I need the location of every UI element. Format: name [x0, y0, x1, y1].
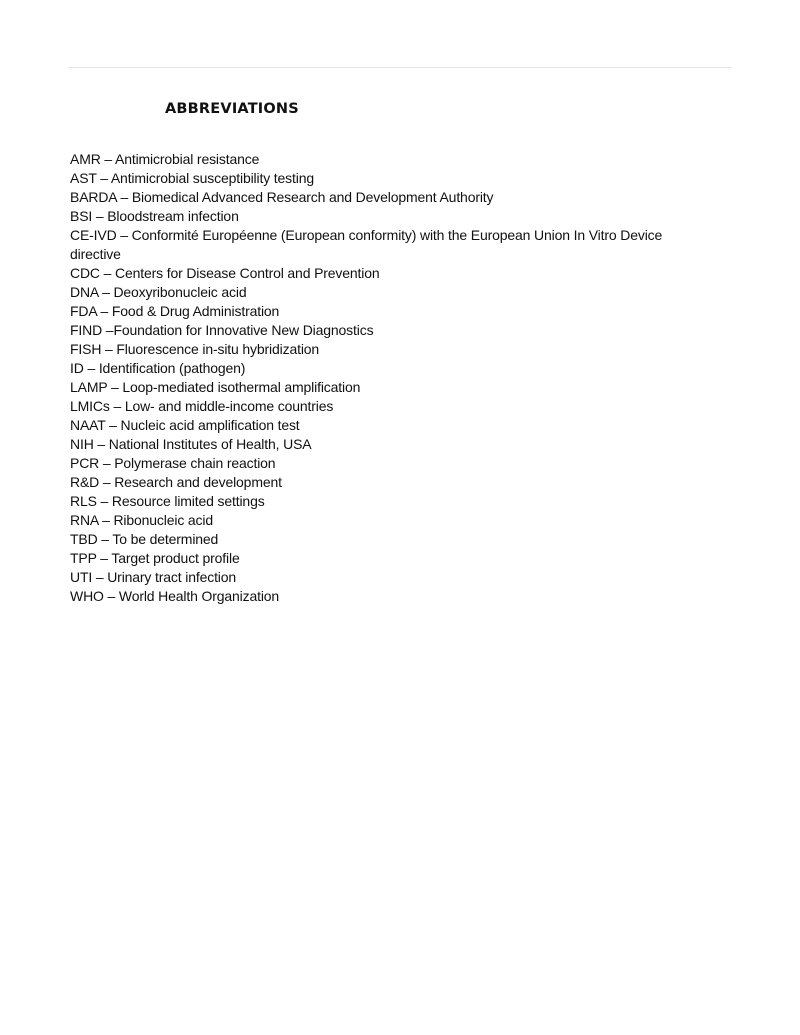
list-item: DNA – Deoxyribonucleic acid: [70, 284, 247, 300]
list-item: FIND –Foundation for Innovative New Diagnostics: [70, 322, 374, 338]
list-item: BSI – Bloodstream infection: [70, 208, 239, 224]
list-item: CDC – Centers for Disease Control and Prevention: [70, 265, 380, 281]
list-item: RLS – Resource limited settings: [70, 493, 265, 509]
list-item: TPP – Target product profile: [70, 550, 240, 566]
list-item: NIH – National Institutes of Health, USA: [70, 436, 312, 452]
list-item: WHO – World Health Organization: [70, 588, 280, 604]
abbreviations-list: [70, 150, 710, 606]
top-divider: [68, 67, 732, 68]
list-item: LAMP – Loop-mediated isothermal amplification: [70, 379, 361, 395]
list-item: BARDA – Biomedical Advanced Research and Development Authority: [70, 189, 494, 205]
list-item: PCR – Polymerase chain reaction: [70, 455, 276, 471]
list-item: LMICs – Low- and middle-income countries: [70, 398, 334, 414]
list-item: UTI – Urinary tract infection: [70, 569, 237, 585]
list-item: TBD – To be determined: [70, 531, 219, 547]
list-item: AMR – Antimicrobial resistance: [70, 151, 260, 167]
list-item: NAAT – Nucleic acid amplification test: [70, 417, 300, 433]
list-item: FISH – Fluorescence in-situ hybridization: [70, 341, 320, 357]
list-item: AST – Antimicrobial susceptibility testing: [70, 170, 314, 186]
list-item: RNA – Ribonucleic acid: [70, 512, 213, 528]
list-item: FDA – Food & Drug Administration: [70, 303, 280, 319]
page-title: ABBREVIATIONS: [165, 101, 299, 117]
list-item: R&D – Research and development: [70, 474, 282, 490]
list-item: CE-IVD – Conformité Européenne (European conformity) with the European Union In Vitro Device directive: [70, 227, 663, 262]
list-item: ID – Identification (pathogen): [70, 360, 246, 376]
